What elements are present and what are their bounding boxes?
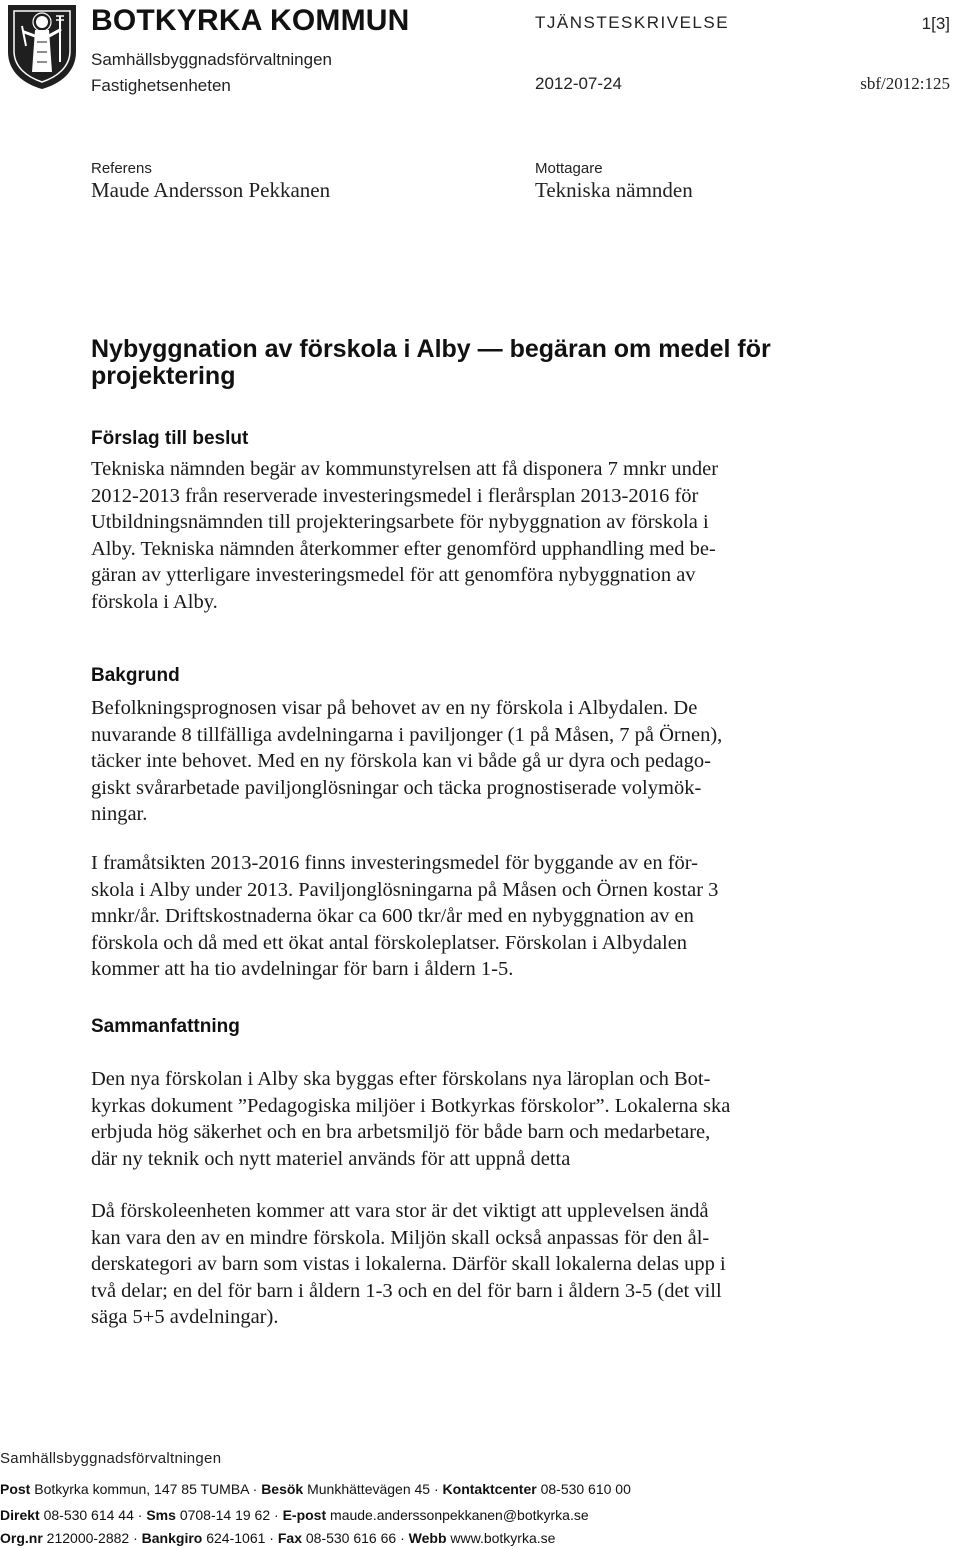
section-heading-forslag: Förslag till beslut — [91, 428, 249, 449]
text-line: två delar; en del för barn i åldern 1-3 och en del för barn i åldern 3-5 (det vill — [91, 1279, 722, 1302]
forslag-paragraph — [91, 456, 851, 616]
department-line-1: Samhällsbyggnadsförvaltningen — [91, 50, 332, 69]
recipient-name: Tekniska nämnden — [535, 178, 693, 202]
footer-value: 0708-14 19 62 — [179, 1507, 271, 1523]
recipient-label: Mottagare — [535, 160, 603, 177]
footer-email[interactable]: maude.anderssonpekkanen@botkyrka.se — [330, 1507, 589, 1523]
footer-value: 212000-2882 — [46, 1530, 130, 1546]
text-line: skola i Alby under 2013. Paviljonglösningarna på Måsen och Örnen kostar 3 — [91, 878, 719, 901]
footer-separator: · — [133, 1530, 138, 1546]
document-reference-number: sbf/2012:125 — [860, 74, 950, 93]
footer-value: Botkyrka kommun, 147 85 TUMBA — [34, 1481, 249, 1497]
title-line: projektering — [91, 362, 236, 390]
text-line: ningar. — [91, 803, 148, 826]
text-line: Alby. Tekniska nämnden återkommer efter genomförd upphandling med be- — [91, 537, 716, 560]
footer-value: Munkhättevägen 45 — [307, 1481, 431, 1497]
footer-contact-line-3 — [0, 1530, 555, 1546]
page-number: 1[3] — [921, 14, 950, 33]
footer-separator: · — [137, 1507, 143, 1523]
footer-label: Direkt — [0, 1507, 40, 1523]
document-date: 2012-07-24 — [535, 74, 622, 93]
text-line: I framåtsikten 2013-2016 finns investeringsmedel för byggande av en för- — [91, 852, 699, 874]
coat-of-arms-icon — [4, 2, 80, 90]
text-line: Utbildningsnämnden till projekteringsarbete för nybyggnation av förskola i — [91, 511, 709, 534]
footer-label: Webb — [408, 1530, 447, 1546]
footer-separator: · — [274, 1507, 279, 1523]
footer-separator: · — [433, 1481, 439, 1497]
title-line: Nybyggnation av förskola i Alby — begäran om medel för — [91, 335, 771, 363]
section-heading-bakgrund: Bakgrund — [91, 665, 180, 686]
footer-website[interactable]: www.botkyrka.se — [450, 1530, 556, 1546]
footer-value: 624-1061 — [206, 1530, 266, 1546]
footer-label: Fax — [277, 1530, 302, 1546]
footer-label: Besök — [261, 1481, 304, 1497]
text-line: Den nya förskolan i Alby ska byggas efter förskolans nya läroplan och Bot- — [91, 1068, 711, 1090]
footer-label: Org.nr — [0, 1530, 43, 1546]
footer-separator: · — [400, 1530, 405, 1546]
municipality-brand: BOTKYRKA KOMMUN — [91, 4, 410, 37]
footer-label: Kontaktcenter — [442, 1481, 537, 1497]
footer-contact-line-2 — [0, 1507, 589, 1523]
footer-value: 08-530 616 66 — [305, 1530, 397, 1546]
text-line: Befolkningsprognosen visar på behovet av en ny förskola i Albydalen. De — [91, 697, 698, 719]
text-line: derskategori av barn som vistas i lokalerna. Därför skall lokalerna delas upp i — [91, 1253, 726, 1276]
footer-label: Post — [0, 1481, 31, 1497]
footer-label: Bankgiro — [141, 1530, 203, 1546]
text-line: nuvarande 8 tillfälliga avdelningarna i paviljonger (1 på Måsen, 7 på Örnen), — [91, 723, 723, 746]
department-line-2: Fastighetsenheten — [91, 76, 231, 95]
text-line: Tekniska nämnden begär av kommunstyrelsen att få disponera 7 mnkr under — [91, 458, 719, 480]
text-line: förskola och då med ett ökat antal förskoleplatser. Förskolan i Albydalen — [91, 931, 688, 954]
section-heading-sammanfattning: Sammanfattning — [91, 1016, 240, 1037]
text-line: förskola i Alby. — [91, 590, 218, 613]
text-line: täcker inte behovet. Med en ny förskola kan vi både gå ur dyra och pedago- — [91, 750, 711, 773]
text-line: kommer att ha tio avdelningar för barn i åldern 1-5. — [91, 958, 514, 981]
footer-department: Samhällsbyggnadsförvaltningen — [0, 1450, 222, 1467]
reference-label: Referens — [91, 160, 152, 177]
footer-contact-line-1 — [0, 1481, 631, 1497]
footer-value: 08-530 614 44 — [43, 1507, 134, 1523]
text-line: där ny teknik och nytt materiel används för att uppnå detta — [91, 1147, 571, 1170]
text-line: säga 5+5 avdelningar). — [91, 1306, 279, 1329]
bakgrund-paragraph-1 — [91, 695, 851, 828]
document-type: TJÄNSTESKRIVELSE — [535, 13, 730, 32]
text-line: mnkr/år. Driftskostnaderna ökar ca 600 tkr/år med en nybyggnation av en — [91, 905, 694, 928]
footer-separator: · — [269, 1530, 274, 1546]
reference-name: Maude Andersson Pekkanen — [91, 178, 331, 202]
footer-value: 08-530 610 00 — [540, 1481, 631, 1497]
document-title — [91, 336, 851, 390]
text-line: erbjuda hög säkerhet och en bra arbetsmiljö för både barn och medarbetare, — [91, 1121, 711, 1144]
text-line: Då förskoleenheten kommer att vara stor är det viktigt att upplevelsen ändå — [91, 1200, 709, 1222]
footer-label: E-post — [282, 1507, 327, 1523]
text-line: kyrkas dokument ”Pedagogiska miljöer i Botkyrkas förskolor”. Lokalerna ska — [91, 1094, 731, 1117]
text-line: kan vara den av en mindre förskola. Miljön skall också anpassas för den ål- — [91, 1226, 710, 1249]
footer-label: Sms — [146, 1507, 176, 1523]
sammanfattning-paragraph-1 — [91, 1066, 851, 1172]
bakgrund-paragraph-2 — [91, 850, 851, 983]
sammanfattning-paragraph-2 — [91, 1198, 851, 1331]
text-line: giskt svårarbetade paviljonglösningar och täcka prognostiserade volymök- — [91, 776, 702, 799]
footer-separator: · — [252, 1481, 258, 1497]
text-line: 2012-2013 från reserverade investeringsmedel i flerårsplan 2013-2016 för — [91, 484, 699, 507]
text-line: gäran av ytterligare investeringsmedel för att genomföra nybyggnation av — [91, 564, 696, 587]
